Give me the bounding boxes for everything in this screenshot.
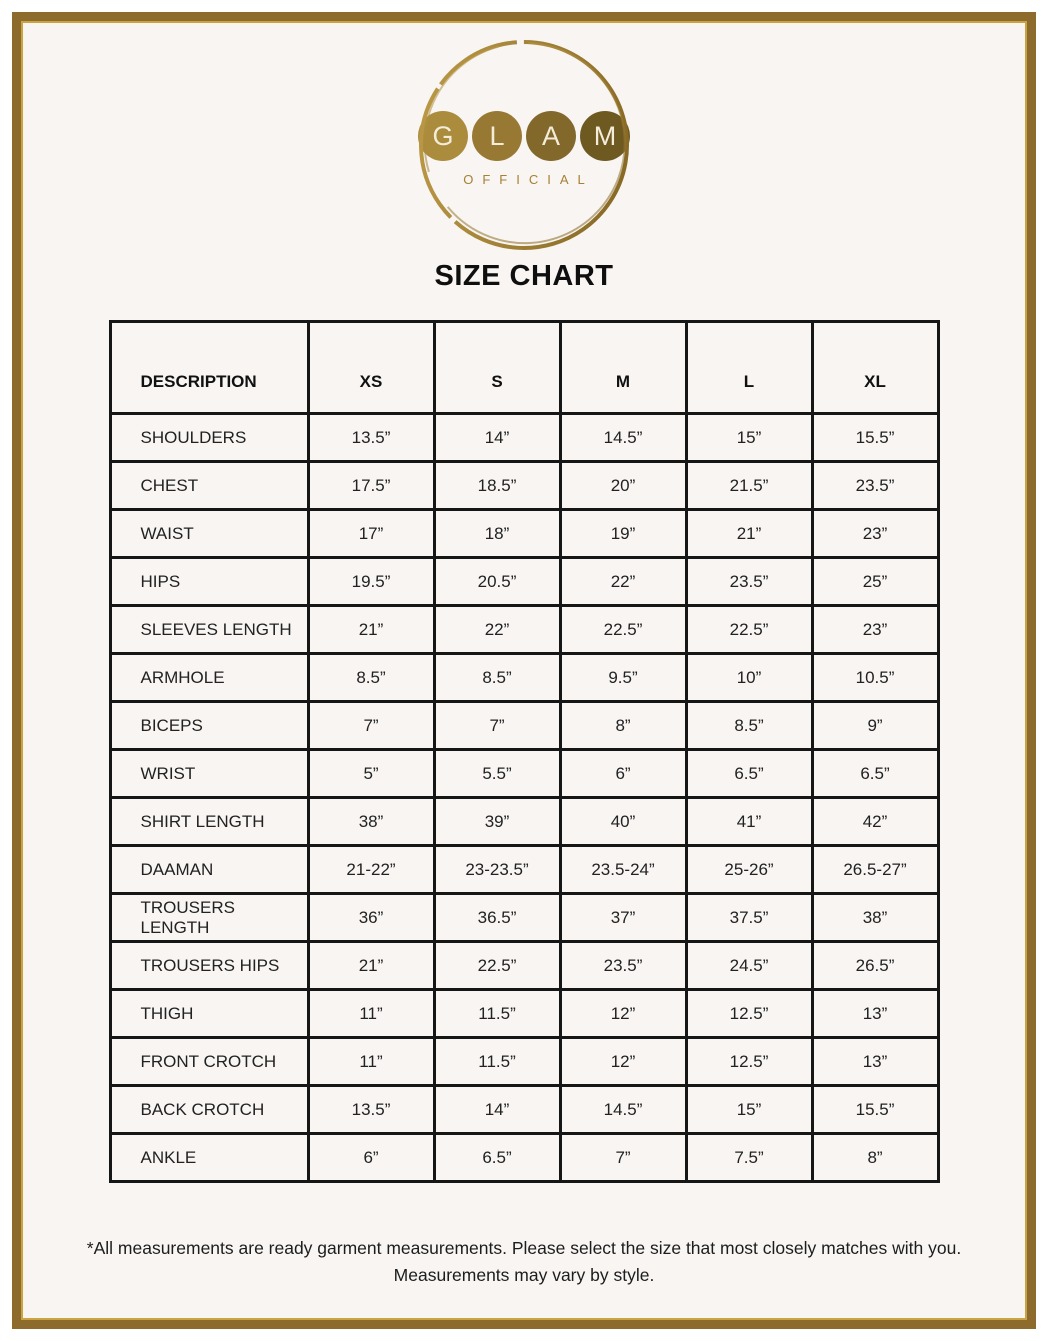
cell-sleeves-length-s: 22” xyxy=(434,606,560,654)
row-label-thigh: THIGH xyxy=(110,990,308,1038)
cell-hips-xs: 19.5” xyxy=(308,558,434,606)
table-row xyxy=(110,606,938,654)
cell-trousers-hips-xl: 26.5” xyxy=(812,942,938,990)
footnote xyxy=(21,1235,1027,1289)
header-row xyxy=(110,322,938,414)
table-row xyxy=(110,846,938,894)
cell-front-crotch-xs: 11” xyxy=(308,1038,434,1086)
col-header-description: DESCRIPTION xyxy=(110,322,308,414)
footnote-line-1: *All measurements are ready garment measurements. Please select the size that most closely matches with you. xyxy=(86,1238,962,1258)
logo-subtitle: OFFICIAL xyxy=(463,172,594,187)
brand-logo xyxy=(21,37,1027,253)
cell-sleeves-length-xs: 21” xyxy=(308,606,434,654)
col-header-xl: XL xyxy=(812,322,938,414)
cell-sleeves-length-l: 22.5” xyxy=(686,606,812,654)
cell-sleeves-length-xl: 23” xyxy=(812,606,938,654)
cell-thigh-l: 12.5” xyxy=(686,990,812,1038)
cell-daaman-l: 25-26” xyxy=(686,846,812,894)
cell-chest-xs: 17.5” xyxy=(308,462,434,510)
cell-hips-s: 20.5” xyxy=(434,558,560,606)
cell-back-crotch-m: 14.5” xyxy=(560,1086,686,1134)
row-label-biceps: BICEPS xyxy=(110,702,308,750)
row-label-shoulders: SHOULDERS xyxy=(110,414,308,462)
col-header-xs: XS xyxy=(308,322,434,414)
table-row xyxy=(110,510,938,558)
cell-front-crotch-m: 12” xyxy=(560,1038,686,1086)
row-label-trousers-hips: TROUSERS HIPS xyxy=(110,942,308,990)
logo-ring-circle-icon xyxy=(416,37,632,253)
cell-shoulders-s: 14” xyxy=(434,414,560,462)
cell-ankle-xs: 6” xyxy=(308,1134,434,1182)
cell-wrist-m: 6” xyxy=(560,750,686,798)
row-label-armhole: ARMHOLE xyxy=(110,654,308,702)
cell-shoulders-xl: 15.5” xyxy=(812,414,938,462)
cell-back-crotch-xs: 13.5” xyxy=(308,1086,434,1134)
cell-biceps-l: 8.5” xyxy=(686,702,812,750)
cell-shirt-length-xs: 38” xyxy=(308,798,434,846)
page-title: SIZE CHART xyxy=(434,260,614,292)
cell-daaman-s: 23-23.5” xyxy=(434,846,560,894)
table-row xyxy=(110,990,938,1038)
table-row xyxy=(110,1086,938,1134)
cell-armhole-xl: 10.5” xyxy=(812,654,938,702)
row-label-shirt-length: SHIRT LENGTH xyxy=(110,798,308,846)
table-row xyxy=(110,894,938,942)
logo-letter-a: A xyxy=(526,111,576,161)
cell-daaman-m: 23.5-24” xyxy=(560,846,686,894)
cell-hips-xl: 25” xyxy=(812,558,938,606)
cell-shirt-length-s: 39” xyxy=(434,798,560,846)
table-row xyxy=(110,558,938,606)
cell-back-crotch-xl: 15.5” xyxy=(812,1086,938,1134)
cell-back-crotch-l: 15” xyxy=(686,1086,812,1134)
cell-ankle-xl: 8” xyxy=(812,1134,938,1182)
cell-ankle-l: 7.5” xyxy=(686,1134,812,1182)
cell-chest-s: 18.5” xyxy=(434,462,560,510)
cell-chest-xl: 23.5” xyxy=(812,462,938,510)
cell-waist-l: 21” xyxy=(686,510,812,558)
cell-hips-m: 22” xyxy=(560,558,686,606)
cell-biceps-xl: 9” xyxy=(812,702,938,750)
cell-biceps-s: 7” xyxy=(434,702,560,750)
cell-biceps-xs: 7” xyxy=(308,702,434,750)
footnote-line-2: Measurements may vary by style. xyxy=(393,1265,655,1286)
cell-wrist-xl: 6.5” xyxy=(812,750,938,798)
cell-trousers-hips-l: 24.5” xyxy=(686,942,812,990)
cell-trousers-hips-s: 22.5” xyxy=(434,942,560,990)
logo-letter-l: L xyxy=(472,111,522,161)
cell-chest-l: 21.5” xyxy=(686,462,812,510)
cell-back-crotch-s: 14” xyxy=(434,1086,560,1134)
cell-chest-m: 20” xyxy=(560,462,686,510)
row-label-waist: WAIST xyxy=(110,510,308,558)
cell-trousers-length-m: 37” xyxy=(560,894,686,942)
cell-thigh-xs: 11” xyxy=(308,990,434,1038)
cell-daaman-xs: 21-22” xyxy=(308,846,434,894)
cell-daaman-xl: 26.5-27” xyxy=(812,846,938,894)
table-row xyxy=(110,1134,938,1182)
cell-waist-xs: 17” xyxy=(308,510,434,558)
logo-ring xyxy=(416,37,632,253)
cell-front-crotch-s: 11.5” xyxy=(434,1038,560,1086)
cell-waist-xl: 23” xyxy=(812,510,938,558)
cell-ankle-m: 7” xyxy=(560,1134,686,1182)
row-label-daaman: DAAMAN xyxy=(110,846,308,894)
cell-shirt-length-xl: 42” xyxy=(812,798,938,846)
row-label-back-crotch: BACK CROTCH xyxy=(110,1086,308,1134)
cell-trousers-hips-m: 23.5” xyxy=(560,942,686,990)
row-label-trousers-length: TROUSERS LENGTH xyxy=(110,894,308,942)
cell-wrist-s: 5.5” xyxy=(434,750,560,798)
cell-front-crotch-l: 12.5” xyxy=(686,1038,812,1086)
cell-shirt-length-m: 40” xyxy=(560,798,686,846)
logo-letter-g: G xyxy=(418,111,468,161)
row-label-ankle: ANKLE xyxy=(110,1134,308,1182)
table-row xyxy=(110,942,938,990)
cell-armhole-l: 10” xyxy=(686,654,812,702)
row-label-chest: CHEST xyxy=(110,462,308,510)
col-header-m: M xyxy=(560,322,686,414)
cell-trousers-length-l: 37.5” xyxy=(686,894,812,942)
gold-frame xyxy=(12,12,1036,1329)
cell-shoulders-m: 14.5” xyxy=(560,414,686,462)
row-label-front-crotch: FRONT CROTCH xyxy=(110,1038,308,1086)
cell-biceps-m: 8” xyxy=(560,702,686,750)
table-row xyxy=(110,414,938,462)
cell-wrist-xs: 5” xyxy=(308,750,434,798)
table-row xyxy=(110,750,938,798)
cell-ankle-s: 6.5” xyxy=(434,1134,560,1182)
col-header-s: S xyxy=(434,322,560,414)
cell-thigh-s: 11.5” xyxy=(434,990,560,1038)
cell-hips-l: 23.5” xyxy=(686,558,812,606)
table-row xyxy=(110,798,938,846)
cell-shoulders-l: 15” xyxy=(686,414,812,462)
cell-shoulders-xs: 13.5” xyxy=(308,414,434,462)
table-row xyxy=(110,702,938,750)
cell-waist-s: 18” xyxy=(434,510,560,558)
logo-letter-m: M xyxy=(580,111,630,161)
row-label-sleeves-length: SLEEVES LENGTH xyxy=(110,606,308,654)
cell-trousers-hips-xs: 21” xyxy=(308,942,434,990)
cell-wrist-l: 6.5” xyxy=(686,750,812,798)
cell-sleeves-length-m: 22.5” xyxy=(560,606,686,654)
cell-trousers-length-s: 36.5” xyxy=(434,894,560,942)
cell-thigh-xl: 13” xyxy=(812,990,938,1038)
cell-waist-m: 19” xyxy=(560,510,686,558)
cell-thigh-m: 12” xyxy=(560,990,686,1038)
table-row xyxy=(110,462,938,510)
size-table xyxy=(109,320,940,1183)
cell-shirt-length-l: 41” xyxy=(686,798,812,846)
table-row xyxy=(110,1038,938,1086)
col-header-l: L xyxy=(686,322,812,414)
cell-trousers-length-xl: 38” xyxy=(812,894,938,942)
cell-armhole-m: 9.5” xyxy=(560,654,686,702)
cell-trousers-length-xs: 36” xyxy=(308,894,434,942)
cell-armhole-s: 8.5” xyxy=(434,654,560,702)
row-label-wrist: WRIST xyxy=(110,750,308,798)
cell-front-crotch-xl: 13” xyxy=(812,1038,938,1086)
row-label-hips: HIPS xyxy=(110,558,308,606)
table-row xyxy=(110,654,938,702)
cell-armhole-xs: 8.5” xyxy=(308,654,434,702)
